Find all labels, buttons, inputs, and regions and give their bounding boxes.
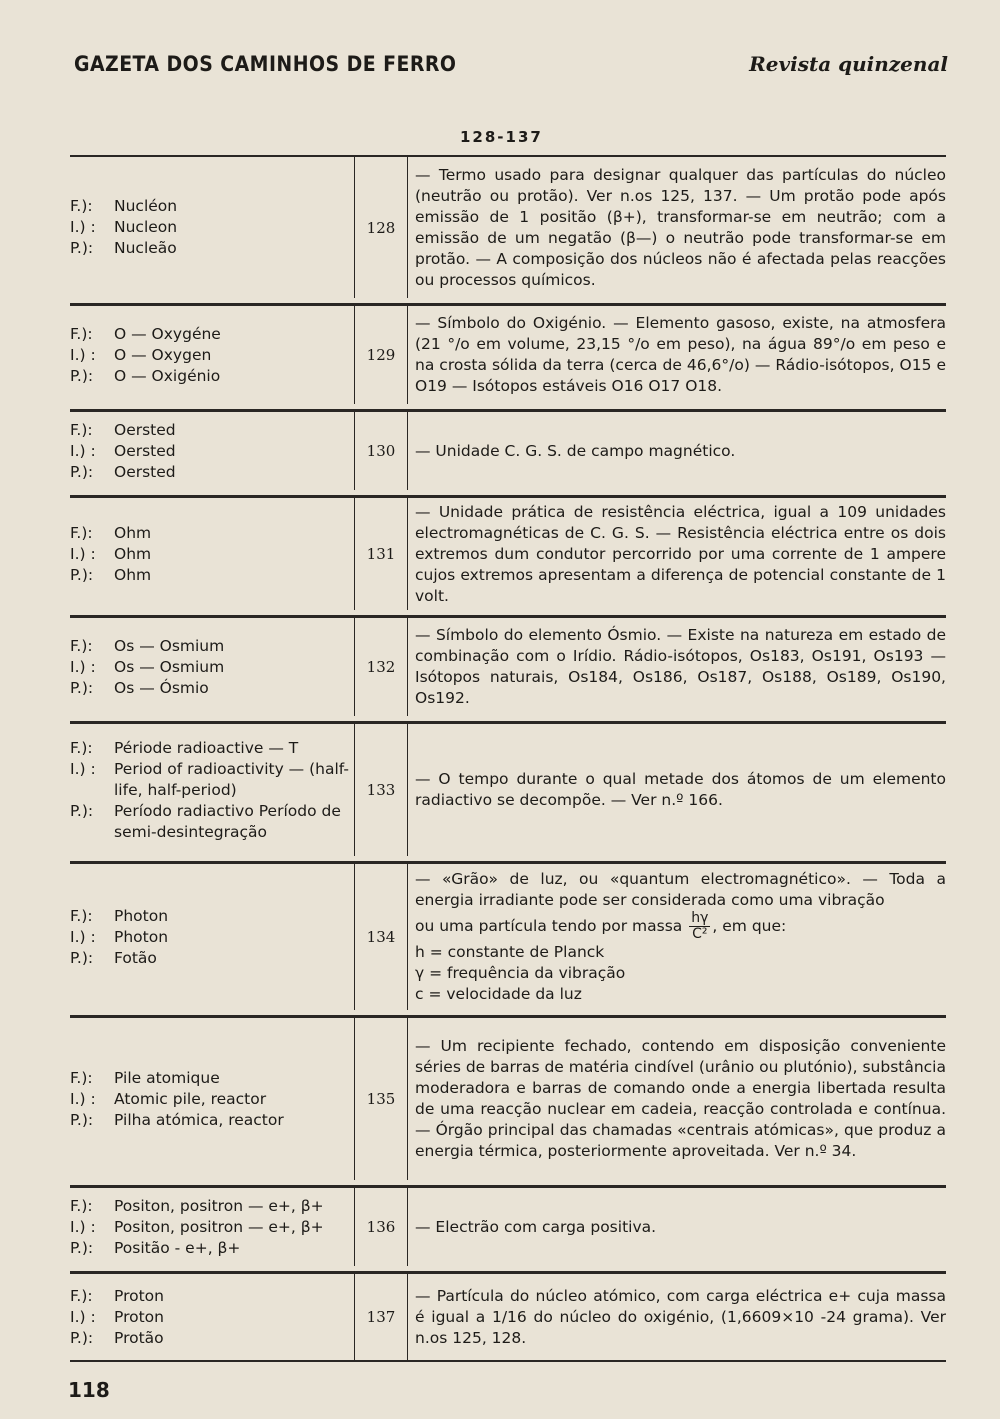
term-pt: Protão (114, 1328, 164, 1347)
term-pt: Nucleão (114, 239, 177, 257)
page-number: 118 (68, 1378, 110, 1402)
entry-135 (70, 1016, 946, 1180)
entry-number: 134 (354, 864, 408, 1010)
entry-number: 133 (354, 724, 408, 856)
lang-label: P.): (70, 239, 94, 257)
definition-text: — Unidade C. G. S. de campo magnético. (415, 441, 736, 460)
term-fr: Ohm (114, 523, 152, 542)
formula-pre: ou uma partícula tendo por massa (415, 917, 683, 935)
lang-label: P.): (70, 678, 94, 697)
lang-label: I.) : (70, 218, 96, 236)
definition-text: — Símbolo do Oxigénio. — Elemento gasoso, existe, na atmosfera (21 °/o em volume, 23,15 °/o em peso), na água 89°/o em peso e na crosta sólida da terra (cerca de 46,6°/o) — Rádio-isótopos, O15 e O19 — Isótopos estáveis O16 O17 O18. (415, 314, 946, 395)
term-pt: Fotão (114, 948, 157, 967)
entry-137 (70, 1272, 946, 1362)
term-en: Os — Osmium (114, 657, 225, 676)
definition-text: — Electrão com carga positiva. (415, 1217, 657, 1236)
entry-names (70, 306, 353, 404)
lang-label: I.) : (70, 927, 96, 946)
formula-post: , em que: (712, 917, 787, 935)
term-en: Atomic pile, reactor (114, 1089, 267, 1108)
lang-label: I.) : (70, 759, 96, 778)
lang-label: F.): (70, 1068, 93, 1087)
lang-label: I.) : (70, 1089, 96, 1108)
lang-label: I.) : (70, 544, 96, 563)
term-fr: Photon (114, 906, 169, 925)
entry-definition (415, 1188, 946, 1266)
lang-label: I.) : (70, 345, 96, 364)
formula-legend-item: γ = frequência da vibração (415, 964, 626, 982)
entry-number: 128 (354, 157, 408, 298)
lang-label: I.) : (70, 1307, 96, 1326)
lang-label: P.): (70, 1328, 94, 1347)
definition-text: — Um recipiente fechado, contendo em disposição conveniente séries de barras de matéria cindível (urânio ou plutónio), substância moderadora e barras de comando onde a energia libertada resulta de uma reacção nuclear em cadeia, reacção controlada e contínua. — Órgão principal das chamadas «centrais atómicas», que produz a energia térmica, posteriormente aproveitada. Ver n.º 34. (415, 1037, 946, 1160)
entry-129 (70, 304, 946, 404)
lang-label: F.): (70, 636, 93, 655)
header-right: Revista quinzenal (749, 52, 948, 76)
entry-names (70, 864, 353, 1010)
entry-number: 136 (354, 1188, 408, 1266)
term-pt: O — Oxigénio (114, 366, 221, 385)
entry-names (70, 1274, 353, 1360)
term-pt: Período radiactivo Período de semi-desintegração (114, 801, 341, 841)
lang-label: P.): (70, 948, 94, 967)
term-fr: Os — Osmium (114, 636, 225, 655)
entry-132 (70, 616, 946, 716)
entry-definition (415, 864, 946, 1010)
term-pt: Positão - e+, β+ (114, 1238, 241, 1257)
entry-definition (415, 1274, 946, 1360)
term-fr: O — Oxygéne (114, 324, 221, 343)
entry-131 (70, 496, 946, 610)
lang-label: P.): (70, 1110, 94, 1129)
entry-definition (415, 412, 946, 490)
entry-names (70, 1018, 353, 1180)
entry-definition (415, 157, 946, 298)
term-pt: Pilha atómica, reactor (114, 1110, 284, 1129)
lang-label: F.): (70, 738, 93, 757)
entry-number: 132 (354, 618, 408, 716)
glossary-table (70, 155, 946, 1368)
entry-definition (415, 724, 946, 856)
lang-label: F.): (70, 420, 93, 439)
entry-definition (415, 1018, 946, 1180)
entry-definition (415, 618, 946, 716)
term-en: Nucleon (114, 218, 178, 236)
term-fr: Nucléon (114, 197, 178, 215)
entry-names (70, 1188, 353, 1266)
lang-label: F.): (70, 906, 93, 925)
term-pt: Ohm (114, 565, 152, 584)
term-fr: Proton (114, 1286, 164, 1305)
entry-130 (70, 410, 946, 490)
term-fr: Oersted (114, 420, 176, 439)
term-en: Period of radioactivity — (half-life, half-period) (114, 759, 349, 799)
lang-label: F.): (70, 197, 93, 215)
lang-label: P.): (70, 1238, 94, 1257)
lang-label: P.): (70, 565, 94, 584)
entry-number: 135 (354, 1018, 408, 1180)
term-fr: Pile atomique (114, 1068, 220, 1087)
entry-133 (70, 722, 946, 856)
term-en: Proton (114, 1307, 164, 1326)
entry-definition (415, 498, 946, 610)
lang-label: P.): (70, 366, 94, 385)
entry-number: 129 (354, 306, 408, 404)
term-en: Positon, positron — e+, β+ (114, 1217, 324, 1236)
lang-label: F.): (70, 324, 93, 343)
definition-text: — Símbolo do elemento Ósmio. — Existe na natureza em estado de combinação com o Irídio. Rádio-isótopos, Os183, Os191, Os193 — Isótopos naturais, Os184, Os186, Os187, Os188, Os189, Os190, Os192. (415, 626, 946, 707)
term-pt: Oersted (114, 462, 176, 481)
lang-label: F.): (70, 523, 93, 542)
term-en: O — Oxygen (114, 345, 212, 364)
entry-128 (70, 155, 946, 298)
definition-text: — Partícula do núcleo atómico, com carga eléctrica e+ cuja massa é igual a 1/16 do núcleo do oxigénio, (1,6609×10 -24 grama). Ver n.os 125, 128. (415, 1286, 946, 1347)
lang-label: F.): (70, 1196, 93, 1215)
lang-label: P.): (70, 462, 94, 481)
formula-denominator: C² (692, 926, 708, 942)
formula-legend-item: c = velocidade da luz (415, 985, 582, 1003)
entry-number: 130 (354, 412, 408, 490)
mass-formula (689, 911, 710, 942)
entry-136 (70, 1186, 946, 1266)
entry-134 (70, 862, 946, 1010)
definition-text: — Unidade prática de resistência eléctrica, igual a 109 unidades electromagnéticas de C. G. S. — Resistência eléctrica entre os dois extremos dum condutor percorrido por uma corrente de 1 ampere cujos extremos apresentam a diferença de potencial constante de 1 volt. (415, 502, 946, 605)
definition-formula-line (415, 911, 946, 942)
formula-legend-item: h = constante de Planck (415, 943, 605, 961)
term-en: Oersted (114, 441, 176, 460)
definition-text: — O tempo durante o qual metade dos átomos de um elemento radiactivo se decompõe. — Ver n.º 166. (415, 770, 946, 809)
entry-names (70, 724, 353, 856)
lang-label: F.): (70, 1286, 93, 1305)
definition-text: — «Grão» de luz, ou «quantum electromagnético». — Toda a energia irradiante pode ser considerada como uma vibração (415, 870, 946, 909)
entry-names (70, 618, 353, 716)
lang-label: I.) : (70, 657, 96, 676)
definition-text: — Termo usado para designar qualquer das partículas do núcleo (neutrão ou protão). Ver n.os 125, 137. — Um protão pode após emissão de 1 positão (β+), transformar-se em neutrão; com a emissão de um negatão (β—) o neutrão pode transformar-se em protão. — A composição dos núcleos não é afectada pelas reacções ou processos químicos. (415, 165, 946, 289)
entry-definition (415, 306, 946, 404)
entry-number: 131 (354, 498, 408, 610)
lang-label: I.) : (70, 1217, 96, 1236)
term-pt: Os — Ósmio (114, 678, 209, 697)
entry-range: 128-137 (460, 128, 543, 146)
term-en: Photon (114, 927, 169, 946)
lang-label: P.): (70, 801, 94, 820)
header-title: GAZETA DOS CAMINHOS DE FERRO (74, 52, 457, 76)
formula-numerator: hγ (691, 910, 709, 926)
term-en: Ohm (114, 544, 152, 563)
entry-names (70, 412, 353, 490)
lang-label: I.) : (70, 441, 96, 460)
term-fr: Positon, positron — e+, β+ (114, 1196, 324, 1215)
entry-names (70, 498, 353, 610)
entry-number: 137 (354, 1274, 408, 1360)
entry-names (70, 157, 353, 298)
term-fr: Période radioactive — T (114, 738, 299, 757)
